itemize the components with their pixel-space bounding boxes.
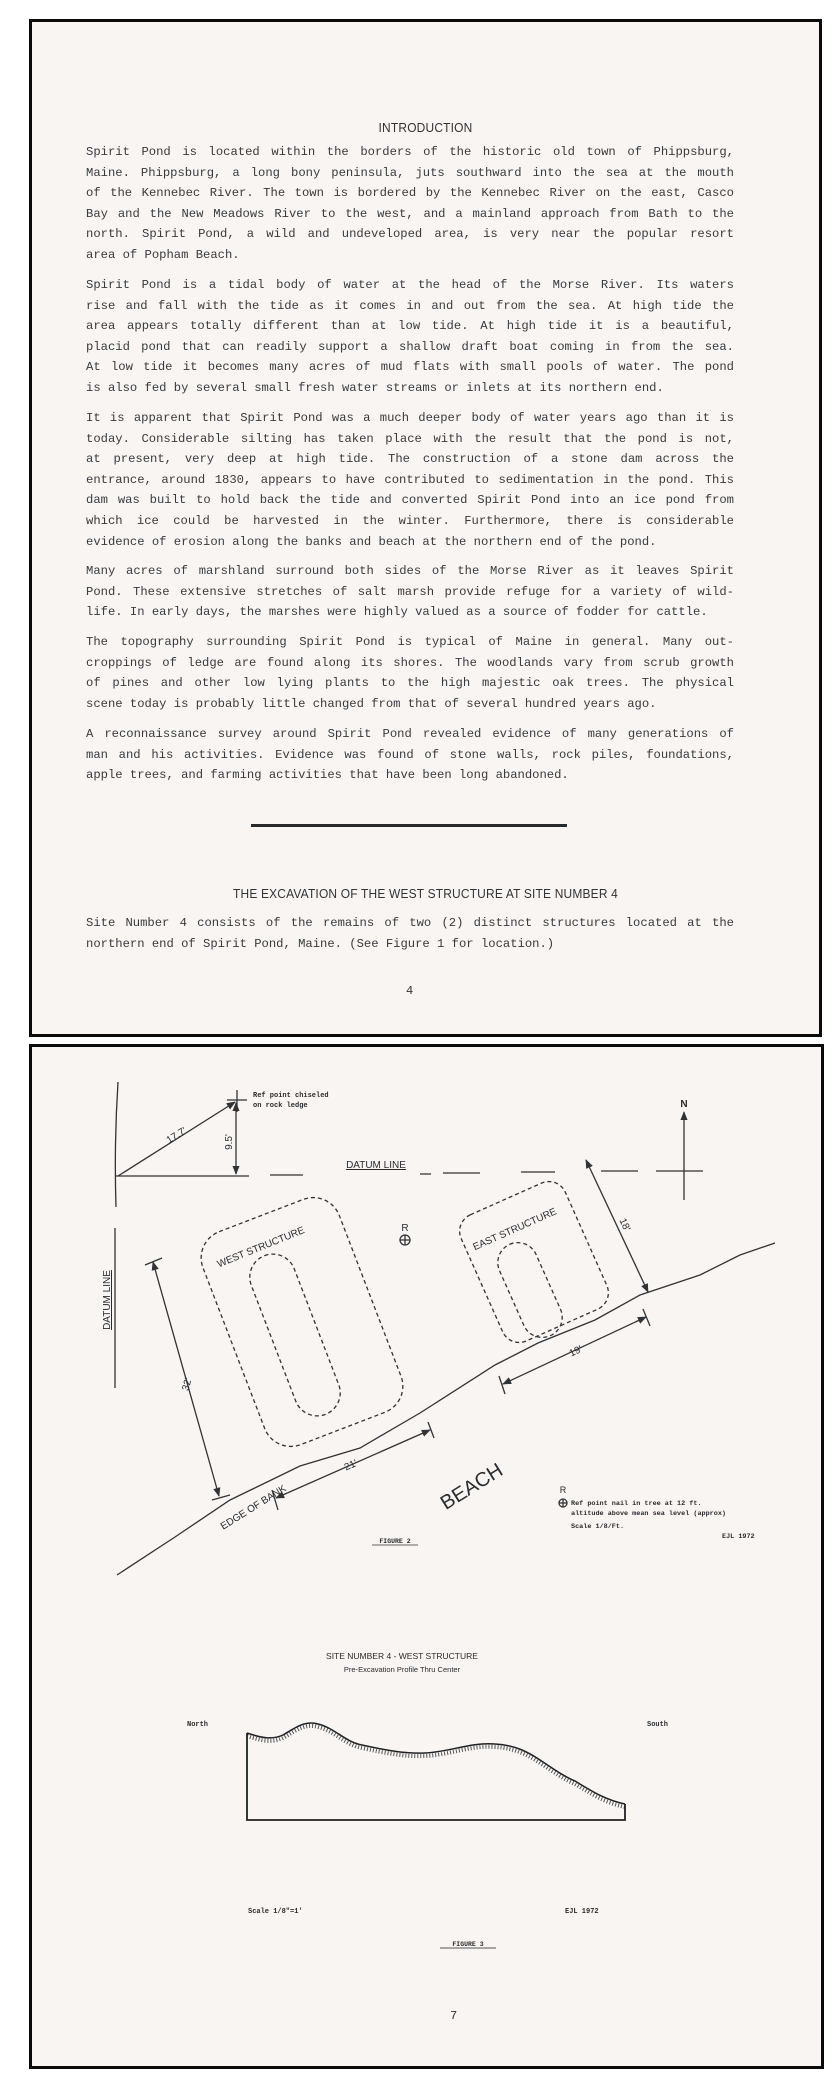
- text-line: north. Spirit Pond, a wild and undeveloped area, is very near the popular resort: [86, 227, 734, 242]
- text-line: area of Popham Beach.: [86, 247, 240, 262]
- text-line: area appears totally different than at low tide. At high tide it is a beautiful,: [86, 319, 734, 334]
- ref-note-line-2: on rock ledge: [253, 1102, 308, 1110]
- legend-r-label: R: [559, 1485, 567, 1495]
- datum-line-label: DATUM LINE: [346, 1160, 406, 1171]
- text-line: scene today is probably little changed from that of several hundred years ago.: [86, 696, 657, 711]
- page-4: [29, 19, 822, 1037]
- figure-3-title: SITE NUMBER 4 - WEST STRUCTURE: [326, 1651, 478, 1661]
- text-line: Site Number 4 consists of the remains of two (2) distinct structures located at the: [86, 916, 734, 930]
- beach-label: BEACH: [436, 1459, 507, 1515]
- figure-3-subtitle: Pre-Excavation Profile Thru Center: [343, 1665, 461, 1674]
- text-line: Spirit Pond is located within the borders of the historic old town of Phippsburg,: [86, 145, 734, 159]
- paragraph-topography: [86, 632, 734, 714]
- ref-point-r-label: R: [401, 1223, 409, 1234]
- text-line: northern end of Spirit Pond, Maine. (See Figure 1 for location.): [86, 936, 555, 951]
- scale-label: Scale 1/8/Ft.: [571, 1523, 625, 1531]
- ref-note-line-1: Ref point chiseled: [253, 1092, 329, 1100]
- legend-line-2: altitude above mean sea level (approx): [571, 1510, 726, 1518]
- section-divider: [251, 824, 567, 827]
- text-line: of the Kennebec River. The town is bordered by the Kennebec River on the east, Casco: [86, 186, 734, 201]
- text-line: croppings of ledge are found along its shores. The woodlands vary from scrub growth: [86, 655, 734, 670]
- east-structure-label: EAST STRUCTURE: [471, 1206, 559, 1254]
- edge-of-bank-label: EDGE OF BANK: [218, 1483, 289, 1533]
- text-line: of pines and other low lying plants to the high majestic oak trees. The physical: [86, 676, 734, 691]
- credit-label: EJL 1972: [565, 1908, 599, 1916]
- paragraph-marshland: [86, 561, 734, 623]
- dimension-32-label: 32': [180, 1376, 195, 1393]
- excavation-heading: THE EXCAVATION OF THE WEST STRUCTURE AT SITE NUMBER 4: [233, 886, 618, 901]
- page-7: [29, 1044, 824, 2069]
- text-line: Bay and the New Meadows River to the west, and a mainland approach from Bath to the: [86, 206, 734, 221]
- text-line: at present, very deep at high tide. The construction of a stone dam across the: [86, 452, 734, 467]
- text-line: It is apparent that Spirit Pond was a much deeper body of water years ago than it is: [86, 411, 734, 425]
- text-line: entrance, around 1830, appears to have contributed to sedimentation in the pond. This: [86, 472, 734, 487]
- text-line: apple trees, and farming activities that have been long abandoned.: [86, 768, 569, 783]
- text-line: is also fed by several small fresh water streams or inlets at its northern end.: [86, 380, 664, 395]
- text-line: Pond. These extensive stretches of salt marsh provide refuge for a variety of wild-: [86, 584, 734, 599]
- text-line: which ice could be harvested in the winter. Furthermore, there is considerable: [86, 513, 734, 528]
- text-line: dam was built to hold back the tide and converted Spirit Pond into an ice pond from: [86, 493, 734, 508]
- paragraph-tidal: [86, 275, 734, 399]
- dimension-9-5-label: 9.5': [224, 1134, 235, 1150]
- north-label: North: [187, 1721, 209, 1729]
- credit-label: EJL 1972: [722, 1533, 755, 1541]
- text-line: At low tide it becomes many acres of mud flats with small pools of water. The pond: [86, 360, 734, 375]
- south-label: South: [647, 1721, 669, 1729]
- datum-line-vertical-label: DATUM LINE: [102, 1270, 113, 1330]
- paragraph-site-number-4: [86, 913, 734, 954]
- paragraph-location: [86, 142, 734, 266]
- dimension-18-label: 18': [616, 1216, 633, 1234]
- text-line: A reconnaissance survey around Spirit Pond revealed evidence of many generations of: [86, 727, 734, 741]
- west-structure-label: WEST STRUCTURE: [215, 1225, 307, 1271]
- text-line: Many acres of marshland surround both sides of the Morse River as it leaves Spirit: [86, 564, 734, 578]
- dimension-17-7-label: 17.7': [164, 1125, 189, 1147]
- scale-label: Scale 1/8"=1': [248, 1908, 303, 1916]
- paragraph-silting: [86, 408, 734, 552]
- text-line: placid pond that can readily support a shallow draft boat coming in from the sea.: [86, 339, 734, 354]
- figure-2-caption: FIGURE 2: [379, 1538, 411, 1545]
- text-line: rise and fall with the tide as it comes in and out from the sea. At high tide the: [86, 298, 734, 313]
- dimension-21-label: 21': [342, 1458, 360, 1474]
- legend-line-1: Ref point nail in tree at 12 ft.: [571, 1500, 702, 1508]
- text-line: man and his activities. Evidence was found of stone walls, rock piles, foundations,: [86, 747, 734, 762]
- paragraph-survey: [86, 724, 734, 786]
- text-line: Maine. Phippsburg, a long bony peninsula, juts southward into the sea at the mouth: [86, 165, 734, 180]
- dimension-19-label: 19': [567, 1343, 585, 1360]
- text-line: Spirit Pond is a tidal body of water at the head of the Morse River. Its waters: [86, 278, 734, 292]
- figure-3-caption: FIGURE 3: [452, 1941, 484, 1948]
- text-line: life. In early days, the marshes were highly valued as a source of fodder for cattle.: [86, 605, 708, 620]
- page-number: 4: [406, 984, 414, 998]
- page-number: 7: [450, 2009, 458, 2023]
- text-line: The topography surrounding Spirit Pond is typical of Maine in general. Many out-: [86, 635, 734, 649]
- introduction-heading: INTRODUCTION: [378, 120, 473, 135]
- text-line: evidence of erosion along the banks and beach at the northern end of the pond.: [86, 534, 657, 549]
- north-label: N: [680, 1099, 688, 1110]
- text-line: today. Considerable silting has taken place with the result that the pond is not,: [86, 431, 734, 446]
